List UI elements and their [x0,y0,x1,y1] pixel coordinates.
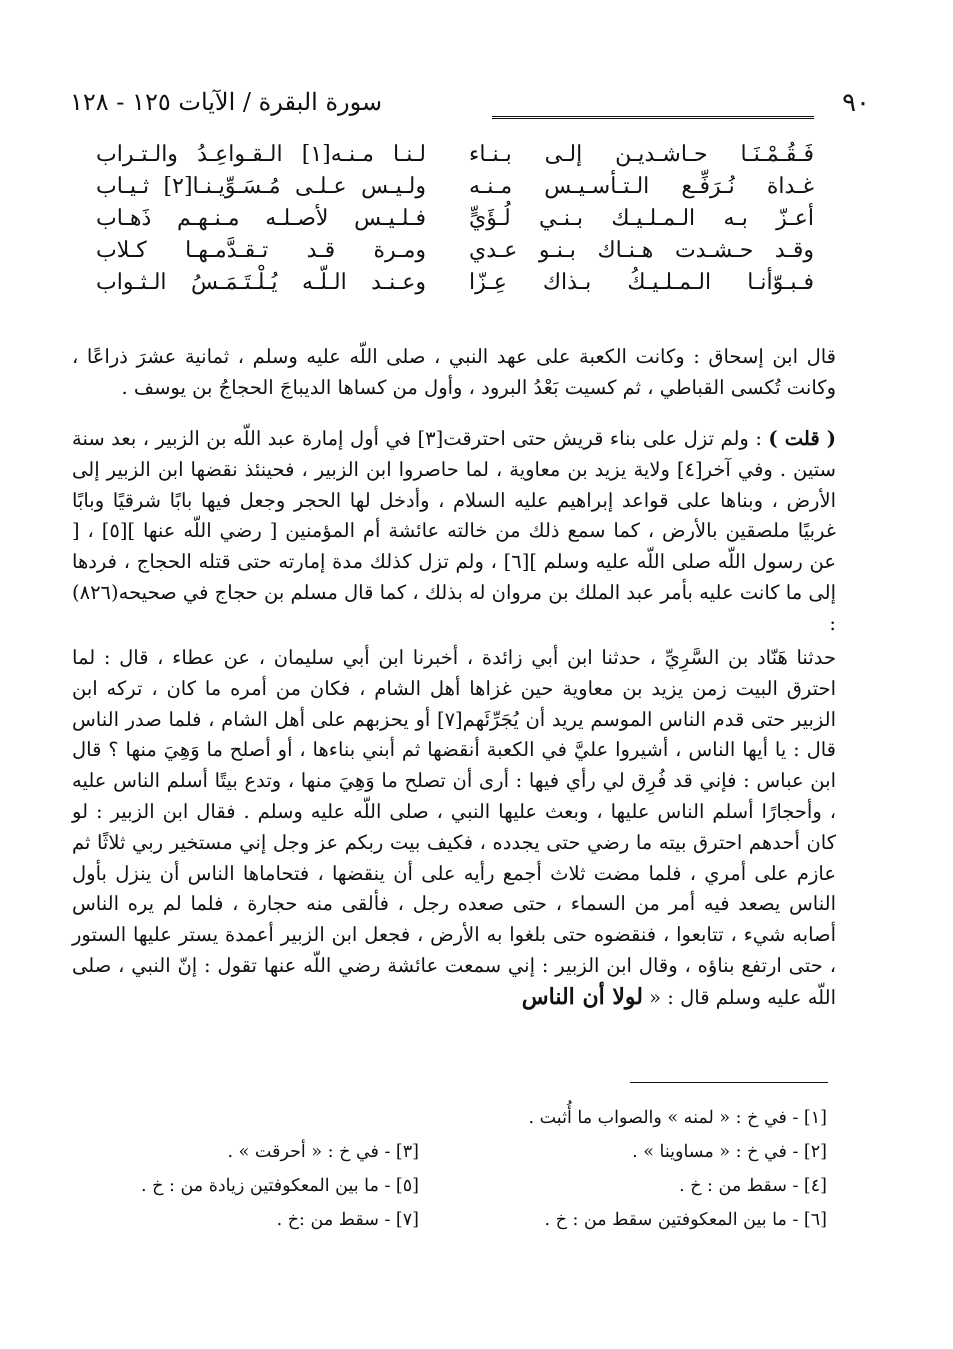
footnote-5: [٥] - ما بين المعكوفتين زيادة من : خ . [141,1176,419,1196]
poem-verse [96,270,814,302]
poem-verse [96,174,814,206]
footnote-4: [٤] - سقط من : خ . [679,1176,827,1196]
footnote-rule [630,1082,828,1083]
page-number: ٩٠ [842,88,870,118]
qultu-label: ( قلت ) [768,427,836,450]
verse-first-hemistich: وقـد حـشـدت هـنـاك بـنـو عـدي [469,238,814,263]
hadith-bold-ending: لولا أن الناس [521,983,643,1010]
paragraph-hadith [72,643,836,1014]
poem [96,142,814,302]
page-header [70,88,870,128]
verse-first-hemistich: غـداة نُـرَفِّـع الـتـأسـيـس مـنـه [469,174,814,199]
verse-second-hemistich: فـلـيـس لأصـلـه مـنـهـم ذَهـاب [96,206,426,231]
running-title: سورة البقرة / الآيات ١٢٥ - ١٢٨ [70,88,383,116]
paragraph-qultu [72,424,836,640]
verse-second-hemistich: وعـنـد الـلّـه يُـلْـتَـمَـسُ الـثـواب [96,270,426,295]
qultu-text: : ولم تزل على بناء قريش حتى احترقت[٣] في أول إمارة عبد اللّه بن الزبير ، بعد سنة ستين . وفي آخر[٤] ولاية يزيد بن معاوية ، لما حاصروا ابن الزبير ، فحينئذ نقضها ابن الزبير إلى الأرض ، وبناها على قواعد إبراهيم عليه السلام ، وأدخل لها الحجر وجعل فيها بابًا شرقيًا وبابًا غربيًا ملصقين بالأرض ، كما سمع ذلك من خالته عائشة أم المؤمنين [ رضي اللّه عنها ][٥] ، [ عن رسول اللّه صلى اللّه عليه وسلم ][٦] ، ولم تزل كذلك مدة إمارته حتى قتله الحجاج ، فردها إلى ما كانت عليه بأمر عبد الملك بن مروان له بذلك ، كما قال مسلم بن حجاج في صحيحه(٨٢٦) : [72,427,836,635]
poem-verse [96,142,814,174]
footnote-1: [١] - في خ : « لمنه » والصواب ما أُثبت . [528,1108,827,1128]
verse-first-hemistich: فَـقُـمْـنَـا حـاشـديـن إلـى بـنـاء [469,142,814,167]
verse-second-hemistich: ولـيـس عـلـى مُـسَـوِّيـنـا[٢] ثـيـاب [96,174,426,199]
footnote-3: [٣] - في خ : « أحرقت » . [227,1142,419,1162]
verse-first-hemistich: فـبـوّأنـا الـمـلـيـكُ بـذاك عِـزّا [469,270,814,295]
poem-verse [96,238,814,270]
hadith-text: حدثنا هَنّاد بن السَّرِيِّ ، حدثنا ابن أبي زائدة ، أخبرنا ابن أبي سليمان ، عن عطاء ، قال : لما احترق البيت زمن يزيد بن معاوية حين غزاها أهل الشام ، فكان من أمره ما كان ، تركه ابن الزبير حتى قدم الناس الموسم يريد أن يُجَرِّئَهم[٧] أو يحزبهم على أهل الشام ، فلما صدر الناس قال : يا أيها الناس ، أشيروا عليَّ في الكعبة أنقضها ثم أبني بناءها ، أو أصلح ما وَهِيَ منها ؟ قال ابن عباس : فإني قد فُرِق لي رأي فيها : أرى أن تصلح ما وَهِيَ منها ، وتدع بيتًا أسلم الناس عليه ، وأحجارًا أسلم الناس عليها ، وبعث عليها النبي ، صلى اللّه عليه وسلم . فقال ابن الزبير : لو كان أحدهم احترق بيته ما رضي حتى يجدده ، فكيف بيت ربكم عز وجل إني مستخير ربي ثلاثًا ثم عازم على أمري ، فلما مضت ثلاث أجمع رأيه على أن ينقضها ، فتحاماها الناس أن ينزل بأول الناس يصعد فيه أمر من السماء ، حتى صعده رجل ، فألقى منه حجارة ، فلما لم يره الناس أصابه شيء ، تتابعوا ، فنقضوه حتى بلغوا به الأرض ، فجعل ابن الزبير أعمدة يستر عليها الستور ، حتى ارتفع بناؤه ، وقال ابن الزبير : إني سمعت عائشة رضي اللّه عنها تقول : إنّ النبي ، صلى اللّه عليه وسلم قال : « [72,646,836,1009]
footnote-6: [٦] - ما بين المعكوفتين سقط من : خ . [544,1210,827,1230]
header-rule [492,116,814,119]
paragraph-ibn-ishaq: قال ابن إسحاق : وكانت الكعبة على عهد النبي ، صلى اللّه عليه وسلم ، ثمانية عشرَ ذراعًا ، وكانت تُكسى القباطي ، ثم كسيت بَعْدُ البرود ، وأول من كساها الديباجَ الحجاجُ بن يوسف . [72,345,836,399]
footnote-2: [٢] - في خ : « مساوينا » . [632,1142,827,1162]
footnote-7: [٧] - سقط من :خ . [276,1210,419,1230]
verse-second-hemistich: لـنـا مـنـه[١] الـقـواعِـدُ والـتـراب [96,142,426,167]
verse-second-hemistich: ومـرة قـد تـقـدَّمـهـا كـلاب [96,238,426,263]
verse-first-hemistich: أعـزّ بـه الـمـلـيـك بـنـي لُـؤَيٍّ [469,206,814,231]
poem-verse [96,206,814,238]
